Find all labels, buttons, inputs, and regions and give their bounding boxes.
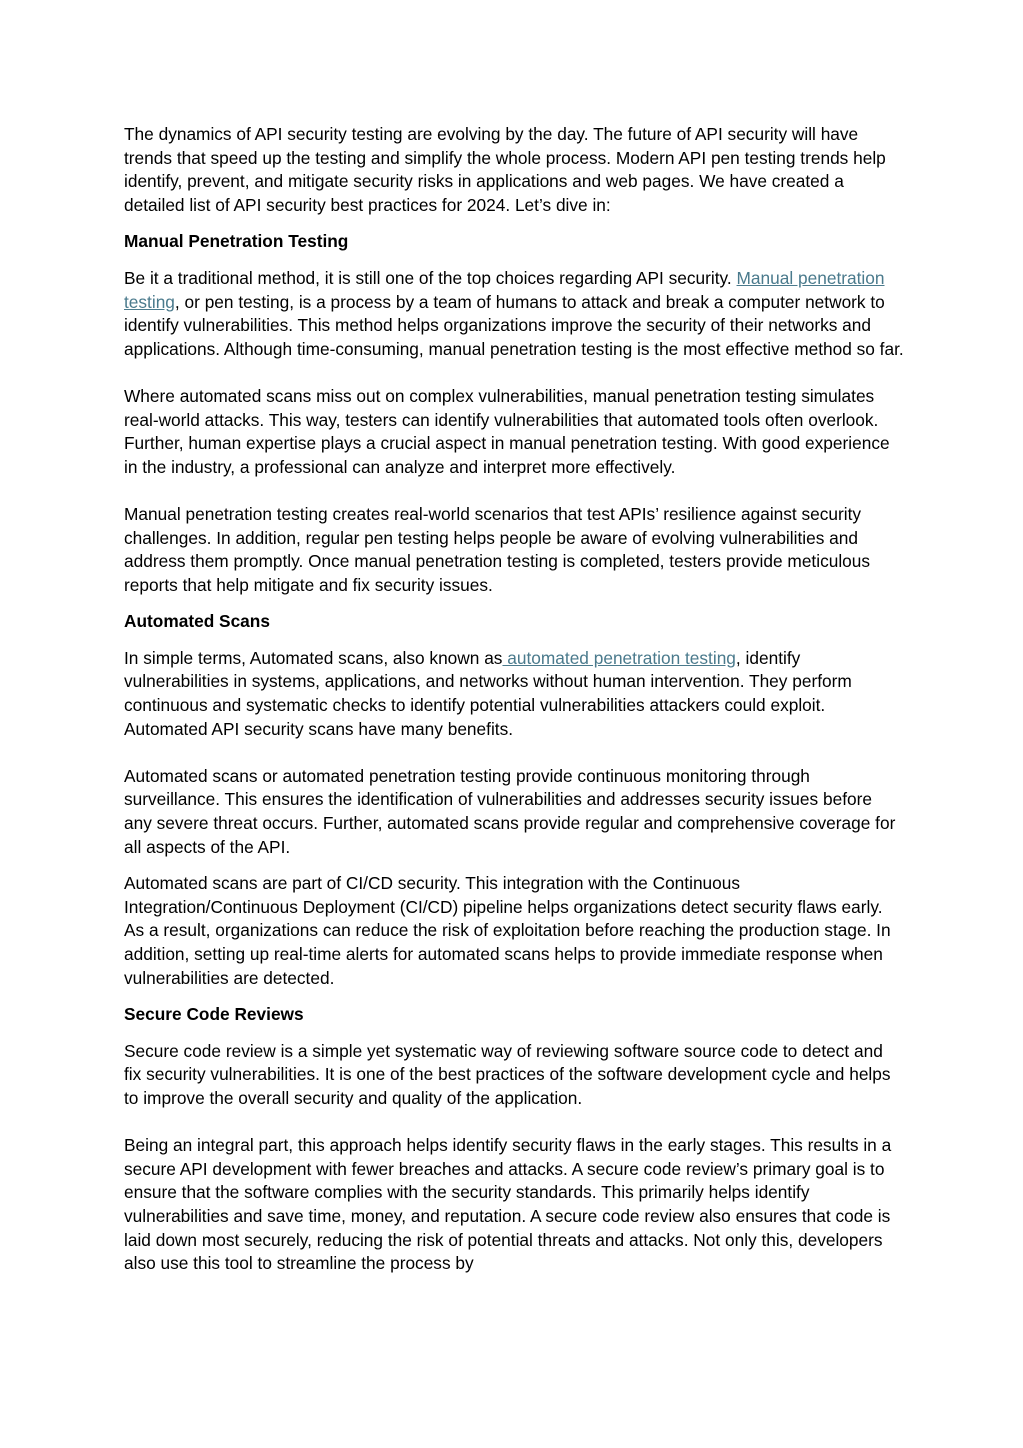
secure-paragraph-2: Being an integral part, this approach helps identify security flaws in the early stages. This results in a secure API development with fewer breaches and attacks. A secure code review’s primary goal is to ensure that the software complies with the security standards. This primarily helps identify vulnerabilities and save time, money, and reputation. A secure code review also ensures that code is laid down most securely, reducing the risk of potential threats and attacks. Not only this, developers also use this tool to streamline the process by (124, 1135, 892, 1274)
heading-manual-penetration-testing: Manual Penetration Testing (124, 231, 349, 252)
heading-secure-code-reviews: Secure Code Reviews (124, 1004, 304, 1025)
automated-paragraph-1 (124, 647, 904, 741)
manual-paragraph-3: Manual penetration testing creates real-world scenarios that test APIs’ resilience against security challenges. In addition, regular pen testing helps people be aware of evolving vulnerabilities and address them promptly. Once manual penetration testing is completed, testers provide meticulous reports that help mitigate and fix security issues. (124, 503, 871, 595)
manual-paragraph-1 (124, 267, 904, 361)
heading-automated-scans: Automated Scans (124, 611, 270, 632)
manual-paragraph-2: Where automated scans miss out on complex vulnerabilities, manual penetration testing simulates real-world attacks. This way, testers can identify vulnerabilities that automated tools often overlook. Further, human expertise plays a crucial aspect in manual penetration testing. With good experience in the industry, a professional can analyze and interpret more effectively. (124, 385, 890, 477)
manual-paragraph-1-text-after: , or pen testing, is a process by a team of humans to attack and break a computer network to identify vulnerabilities. This method helps organizations improve the security of their networks and applications. Although time-consuming, manual penetration testing is the most effective method so far. (124, 291, 904, 359)
intro-paragraph: The dynamics of API security testing are evolving by the day. The future of API security will have trends that speed up the testing and simplify the whole process. Modern API pen testing trends help identify, prevent, and mitigate security risks in applications and web pages. We have created a detailed list of API security best practices for 2024. Let’s dive in: (124, 124, 886, 215)
automated-paragraph-3: Automated scans are part of CI/CD security. This integration with the Continuous Integration/Continuous Deployment (CI/CD) pipeline helps organizations detect security flaws early. As a result, organizations can reduce the risk of exploitation before reaching the production stage. In addition, setting up real-time alerts for automated scans helps to provide immediate response when vulnerabilities are detected. (124, 873, 891, 988)
automated-paragraph-1-text-before: In simple terms, Automated scans, also known as (124, 647, 503, 668)
secure-paragraph-1: Secure code review is a simple yet systematic way of reviewing software source code to detect and fix security vulnerabilities. It is one of the best practices of the software development cycle and helps to improve the overall security and quality of the application. (124, 1040, 891, 1108)
automated-paragraph-2: Automated scans or automated penetration testing provide continuous monitoring through surveillance. This ensures the identification of vulnerabilities and addresses security issues before any severe threat occurs. Further, automated scans provide regular and comprehensive coverage for all aspects of the API. (124, 765, 896, 857)
manual-paragraph-1-text-before: Be it a traditional method, it is still one of the top choices regarding API security. (124, 267, 737, 288)
automated-penetration-testing-link[interactable]: automated penetration testing (502, 647, 736, 668)
manual-penetration-testing-link[interactable]: Manual penetration testing (124, 267, 885, 312)
automated-paragraph-1-text-after: , identify vulnerabilities in systems, applications, and networks without human intervention. They perform continuous and systematic checks to identify potential vulnerabilities attackers could exploit. Automated API security scans have many benefits. (124, 647, 852, 739)
document-page (124, 123, 904, 1276)
